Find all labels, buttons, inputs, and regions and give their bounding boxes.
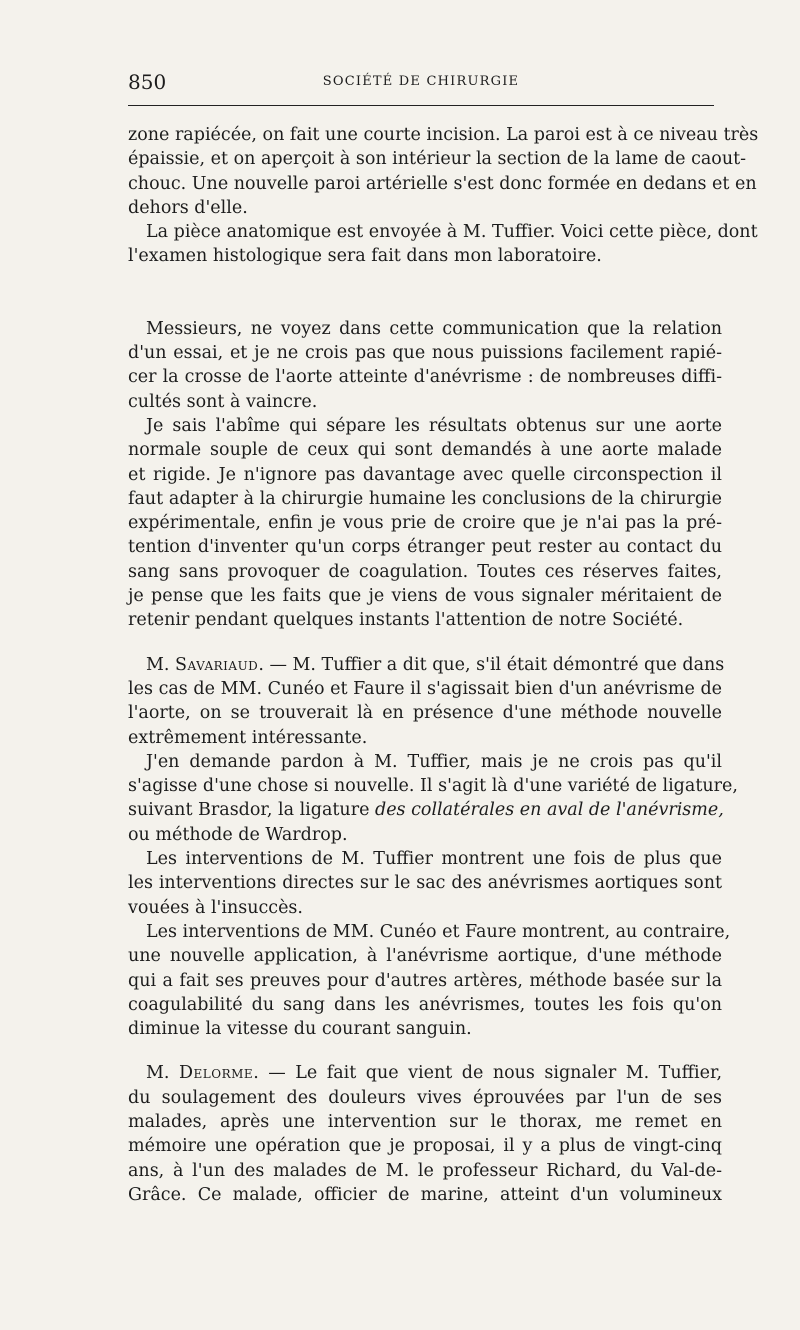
text-line: cer la crosse de l'aorte atteinte d'anévrisme : de nombreuses diffi- xyxy=(128,367,722,388)
text-line: les cas de MM. Cunéo et Faure il s'agissait bien d'un anévrisme de xyxy=(128,678,722,699)
paragraph-gap xyxy=(128,1041,722,1061)
header-rule xyxy=(128,105,714,106)
text-line: faut adapter à la chirurgie humaine les conclusions de la chirurgie xyxy=(128,488,722,509)
text-line: retenir pendant quelques instants l'attention de notre Société. xyxy=(128,610,684,631)
text-segment: . — Le fait que vient de nous signaler M. Tuffier, xyxy=(253,1063,723,1084)
text-line: normale souple de ceux qui sont demandés à une aorte malade xyxy=(128,440,722,461)
speaker-line-savariaud xyxy=(128,653,725,677)
text-line: Je sais l'abîme qui sépare les résultats obtenus sur une aorte xyxy=(146,415,722,436)
text-line: zone rapiécée, on fait une courte incision. La paroi est à ce niveau très xyxy=(128,125,759,145)
running-title: SOCIÉTÉ DE CHIRURGIE xyxy=(322,74,520,89)
speaker-name: Delorme xyxy=(179,1063,254,1084)
text-line: ans, à l'un des malades de M. le professeur Richard, du Val-de- xyxy=(128,1160,722,1181)
paragraph-gap xyxy=(128,633,722,653)
text-line: Grâce. Ce malade, officier de marine, atteint d'un volumineux xyxy=(128,1184,722,1205)
text-line: extrêmement intéressante. xyxy=(128,727,368,748)
text-segment: . — M. Tuffier a dit que, s'il était démontré que dans xyxy=(258,654,725,675)
text-line: sang sans provoquer de coagulation. Toutes ces réserves faites, xyxy=(128,561,722,582)
text-line: Les interventions de M. Tuffier montrent une fois de plus que xyxy=(146,849,722,870)
speaker-line-delorme xyxy=(128,1061,722,1085)
text-line: expérimentale, enfin je vous prie de croire que je n'ai pas la pré- xyxy=(128,513,722,534)
speaker-prefix: M. xyxy=(146,1063,179,1084)
text-line: Les interventions de MM. Cunéo et Faure montrent, au contraire, xyxy=(146,921,731,942)
text-line: du soulagement des douleurs vives éprouvées par l'un de ses xyxy=(128,1087,722,1108)
page-number: 850 xyxy=(128,70,167,94)
text-line: chouc. Une nouvelle paroi artérielle s'est donc formée en dedans et en xyxy=(128,173,757,194)
text-line: ou méthode de Wardrop. xyxy=(128,824,348,845)
text-line: l'aorte, on se trouverait là en présence d'une méthode nouvelle xyxy=(128,703,722,724)
paragraph-gap xyxy=(128,269,722,317)
text-line: d'un essai, et je ne crois pas que nous puissions facilement rapié- xyxy=(128,343,722,364)
text-segment: suivant Brasdor, la ligature xyxy=(128,800,375,821)
text-line: une nouvelle application, à l'anévrisme aortique, d'une méthode xyxy=(128,946,722,967)
text-line: tention d'inventer qu'un corps étranger peut rester au contact du xyxy=(128,537,722,558)
text-line: vouées à l'insuccès. xyxy=(128,897,303,918)
page-body xyxy=(128,123,759,1207)
text-line: J'en demande pardon à M. Tuffier, mais je ne crois pas qu'il xyxy=(146,751,722,772)
text-line: cultés sont à vaincre. xyxy=(128,391,318,412)
text-line: épaissie, et on aperçoit à son intérieur la section de la lame de caout- xyxy=(128,149,747,170)
text-line: et rigide. Je n'ignore pas davantage avec quelle circonspection il xyxy=(128,464,722,485)
text-line: malades, après une intervention sur le thorax, me remet en xyxy=(128,1111,722,1132)
italic-segment: des collatérales en aval de l'anévrisme, xyxy=(375,800,724,821)
text-line: La pièce anatomique est envoyée à M. Tuffier. Voici cette pièce, dont xyxy=(146,222,758,243)
text-line: qui a fait ses preuves pour d'autres artères, méthode basée sur la xyxy=(128,970,722,991)
speaker-prefix: M. xyxy=(146,654,176,675)
text-line: s'agisse d'une chose si nouvelle. Il s'agit là d'une variété de ligature, xyxy=(128,776,738,797)
speaker-name: Savariaud xyxy=(175,654,259,675)
text-line: diminue la vitesse du courant sanguin. xyxy=(128,1019,472,1040)
text-line: Messieurs, ne voyez dans cette communication que la relation xyxy=(146,318,722,339)
text-line: coagulabilité du sang dans les anévrismes, toutes les fois qu'on xyxy=(128,994,722,1015)
text-line-with-italic xyxy=(128,798,722,822)
page-header xyxy=(128,70,714,96)
text-line: je pense que les faits que je viens de vous signaler méritaient de xyxy=(128,586,722,607)
text-line: l'examen histologique sera fait dans mon laboratoire. xyxy=(128,246,602,267)
text-line: les interventions directes sur le sac des anévrismes aortiques sont xyxy=(128,873,722,894)
text-line: mémoire une opération que je proposai, il y a plus de vingt-cinq xyxy=(128,1136,722,1157)
text-line: dehors d'elle. xyxy=(128,197,248,218)
